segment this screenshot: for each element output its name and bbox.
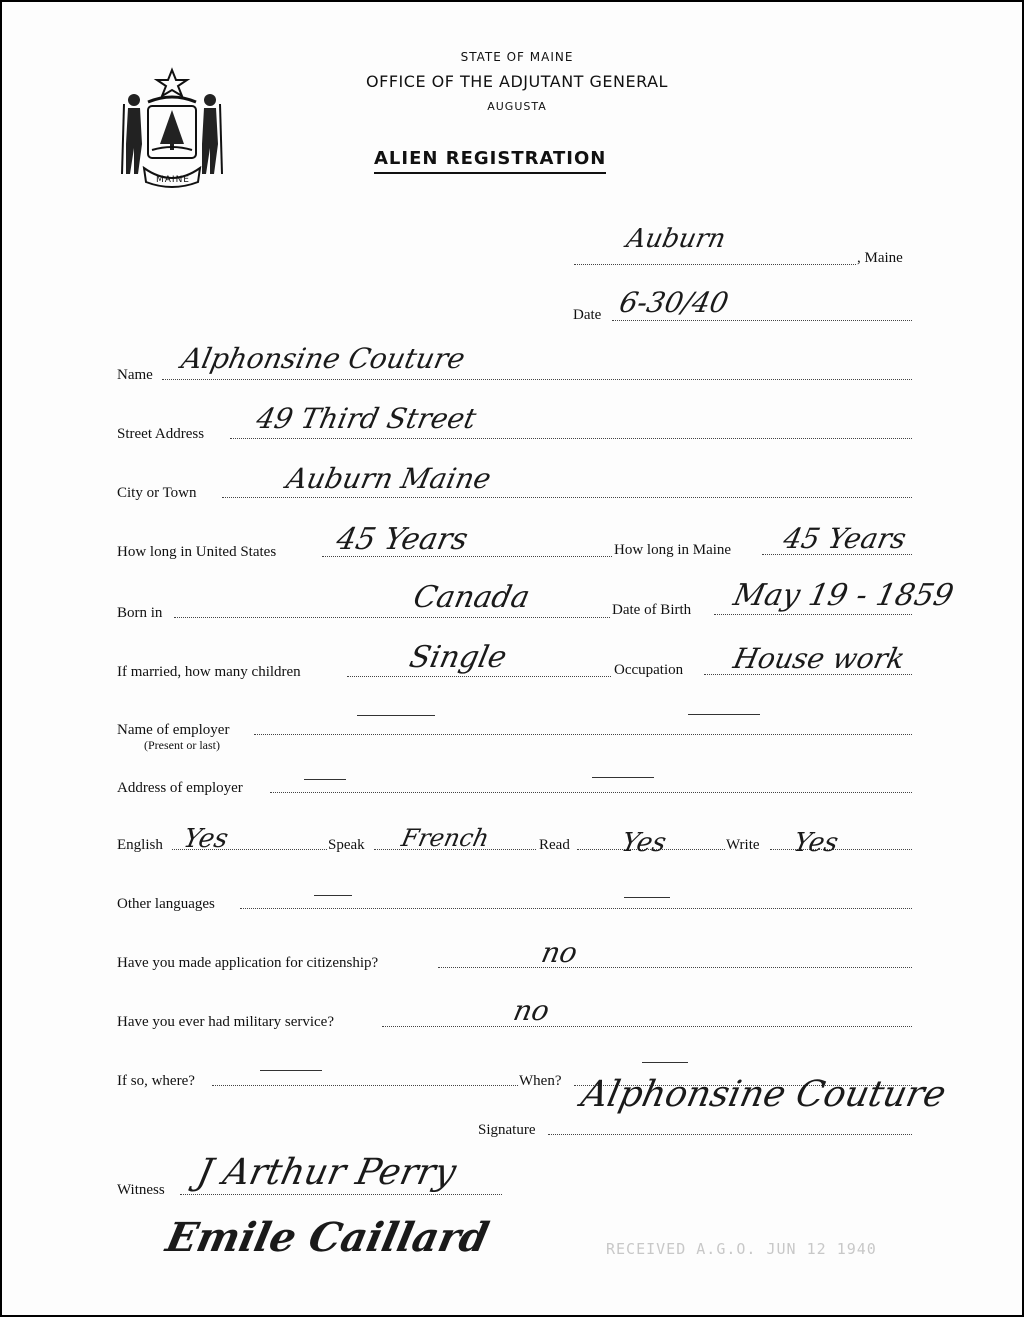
speak-label: Speak	[328, 837, 365, 853]
how-long-us-label: How long in United States	[117, 544, 277, 560]
military-value: no	[510, 994, 553, 1027]
employer-label: Name of employer	[117, 722, 230, 738]
employer-sub-label: (Present or last)	[144, 738, 220, 752]
citizenship-value: no	[538, 936, 581, 969]
signature-label: Signature	[478, 1122, 536, 1138]
other-languages-label: Other languages	[117, 896, 215, 912]
when-label: When?	[519, 1073, 562, 1089]
form-title: ALIEN REGISTRATION	[374, 148, 606, 174]
seal-banner-text: MAINE	[156, 175, 190, 185]
employer-dash-1	[357, 715, 435, 716]
write-label: Write	[726, 837, 760, 853]
other-languages-dash-2	[624, 897, 670, 898]
name-value: Alphonsine Couture	[178, 342, 468, 375]
date-label: Date	[573, 307, 602, 323]
received-stamp: RECEIVED A.G.O. JUN 12 1940	[606, 1240, 877, 1258]
witness-line	[180, 1194, 502, 1195]
born-in-line	[174, 617, 610, 618]
children-line	[347, 676, 611, 677]
english-label: English	[117, 837, 163, 853]
born-in-label: Born in	[117, 605, 163, 621]
other-languages-line	[240, 908, 912, 909]
occupation-label: Occupation	[614, 662, 684, 678]
where-dash	[260, 1070, 322, 1071]
military-label: Have you ever had military service?	[117, 1014, 334, 1030]
town-line	[574, 264, 856, 265]
witness-label: Witness	[117, 1182, 165, 1198]
signature-value: Alphonsine Couture	[577, 1074, 950, 1115]
employer-address-dash-1	[304, 779, 346, 780]
maine-seal-icon	[118, 64, 226, 192]
dob-value: May 19 - 1859	[730, 578, 957, 613]
when-dash	[642, 1062, 688, 1063]
header-state: STATE OF MAINE	[460, 50, 574, 64]
date-value: 6-30/40	[616, 286, 732, 319]
citizenship-label: Have you made application for citizenship?	[117, 955, 379, 971]
citizenship-line	[438, 967, 912, 968]
city-label: City or Town	[117, 485, 197, 501]
city-line	[222, 497, 912, 498]
header-city: AUGUSTA	[487, 100, 547, 113]
maine-label: , Maine	[857, 250, 903, 266]
where-line	[212, 1085, 518, 1086]
where-label: If so, where?	[117, 1073, 195, 1089]
write-value: Yes	[790, 828, 841, 858]
street-line	[230, 438, 912, 439]
how-long-maine-label: How long in Maine	[614, 542, 732, 558]
employer-address-dash-2	[592, 777, 654, 778]
military-line	[382, 1026, 912, 1027]
children-value: Single	[406, 640, 510, 675]
street-value: 49 Third Street	[253, 402, 480, 435]
dob-line	[714, 614, 912, 615]
read-value: Yes	[618, 828, 669, 858]
speak-value: French	[399, 824, 492, 852]
employer-line	[254, 734, 912, 735]
signature-line	[548, 1134, 912, 1135]
header-office: OFFICE OF THE ADJUTANT GENERAL	[366, 72, 668, 91]
write-line	[770, 849, 912, 850]
witness-1-value: J Arthur Perry	[193, 1152, 460, 1193]
how-long-maine-value: 45 Years	[780, 522, 910, 555]
name-label: Name	[117, 367, 153, 383]
date-line	[612, 320, 912, 321]
city-value: Auburn Maine	[283, 462, 494, 495]
employer-address-label: Address of employer	[117, 780, 243, 796]
children-label: If married, how many children	[117, 664, 301, 680]
employer-dash-2	[688, 714, 760, 715]
witness-2-value: Emile Caillard	[162, 1214, 493, 1261]
occupation-value: House work	[730, 642, 908, 675]
street-label: Street Address	[117, 426, 205, 442]
dob-label: Date of Birth	[612, 602, 692, 618]
read-label: Read	[539, 837, 570, 853]
born-in-value: Canada	[410, 580, 533, 615]
town-value: Auburn	[623, 224, 729, 254]
how-long-us-value: 45 Years	[333, 522, 472, 557]
english-value: Yes	[180, 824, 231, 854]
employer-address-line	[270, 792, 912, 793]
other-languages-dash-1	[314, 895, 352, 896]
name-line	[162, 379, 912, 380]
